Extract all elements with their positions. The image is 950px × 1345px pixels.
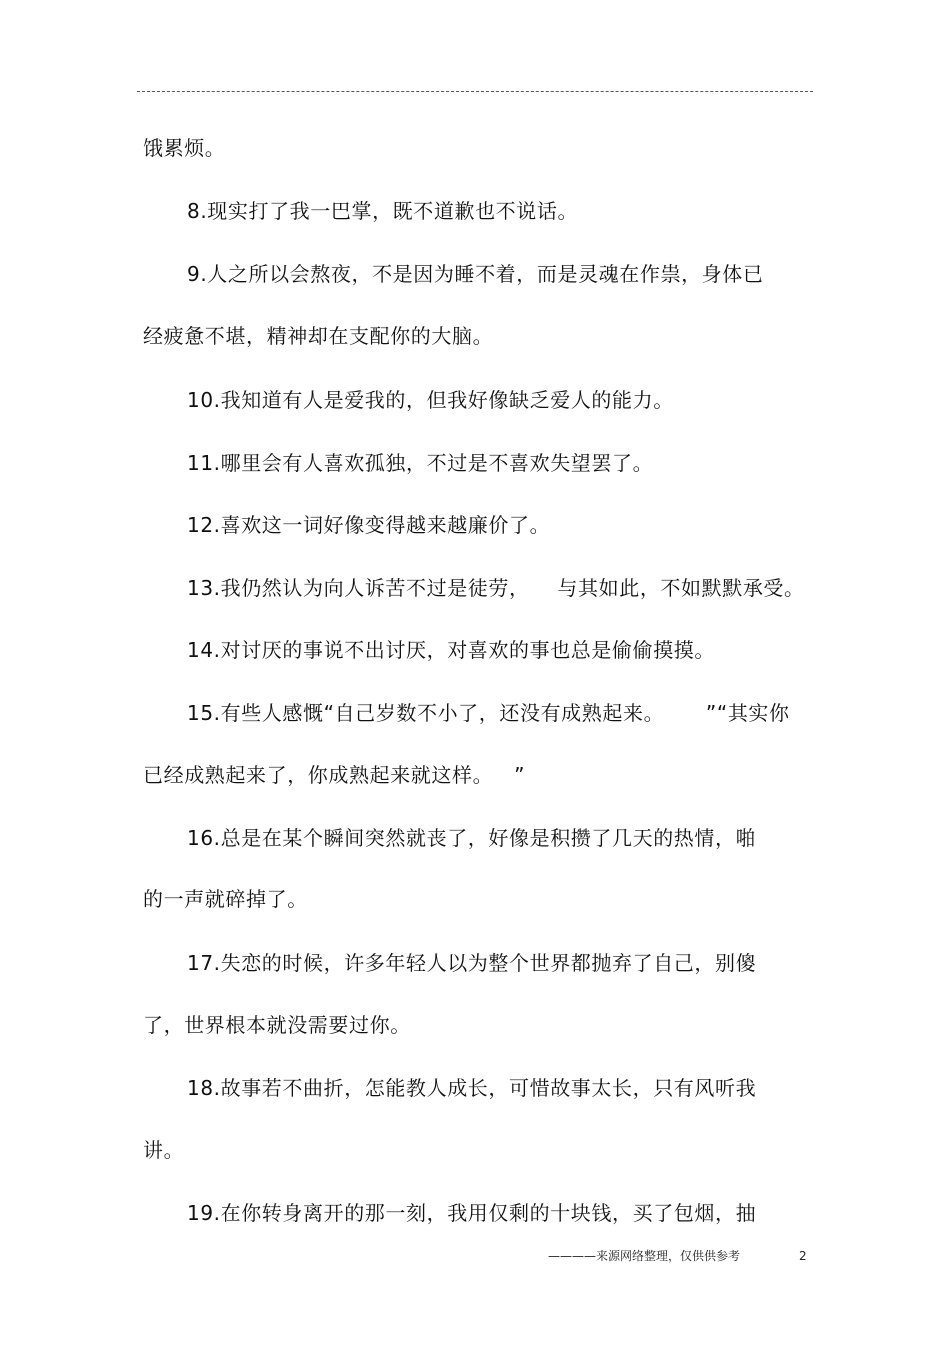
text-line: 饿累烦。 — [143, 136, 226, 160]
text-line: 已经成熟起来了，你成熟起来就这样。 ” — [143, 763, 526, 787]
text-line: 19.在你转身离开的那一刻，我用仅剩的十块钱，买了包烟，抽 — [187, 1201, 757, 1225]
text-line: 了，世界根本就没需要过你。 — [143, 1013, 411, 1037]
text-line: 13.我仍然认为向人诉苦不过是徒劳， 与其如此，不如默默承受。 — [187, 576, 805, 600]
text-line: 15.有些人感慨“自己岁数不小了，还没有成熟起来。 ”“其实你 — [187, 701, 790, 725]
text-line: 14.对讨厌的事说不出讨厌，对喜欢的事也总是偷偷摸摸。 — [187, 638, 716, 662]
text-line: 讲。 — [143, 1138, 185, 1162]
text-line: 18.故事若不曲折，怎能教人成长，可惜故事太长，只有风听我 — [187, 1076, 757, 1100]
header-divider — [137, 91, 813, 92]
text-line: 12.喜欢这一词好像变得越来越廉价了。 — [187, 513, 551, 537]
page-number: 2 — [799, 1249, 807, 1263]
footer-source-note: ————来源网络整理，仅供供参考 — [548, 1249, 741, 1263]
text-line: 17.失恋的时候，许多年轻人以为整个世界都抛弃了自己，别傻 — [187, 951, 757, 975]
text-line: 11.哪里会有人喜欢孤独，不过是不喜欢失望罢了。 — [187, 451, 654, 475]
text-line: 8.现实打了我一巴掌，既不道歉也不说话。 — [187, 199, 579, 223]
text-line: 的一声就碎掉了。 — [143, 887, 308, 911]
text-line: 经疲惫不堪，精神却在支配你的大脑。 — [143, 324, 494, 348]
text-line: 16.总是在某个瞬间突然就丧了，好像是积攒了几天的热情，啪 — [187, 826, 757, 850]
text-line: 10.我知道有人是爱我的，但我好像缺乏爱人的能力。 — [187, 388, 674, 412]
text-line: 9.人之所以会熬夜，不是因为睡不着，而是灵魂在作祟，身体已 — [187, 262, 764, 286]
